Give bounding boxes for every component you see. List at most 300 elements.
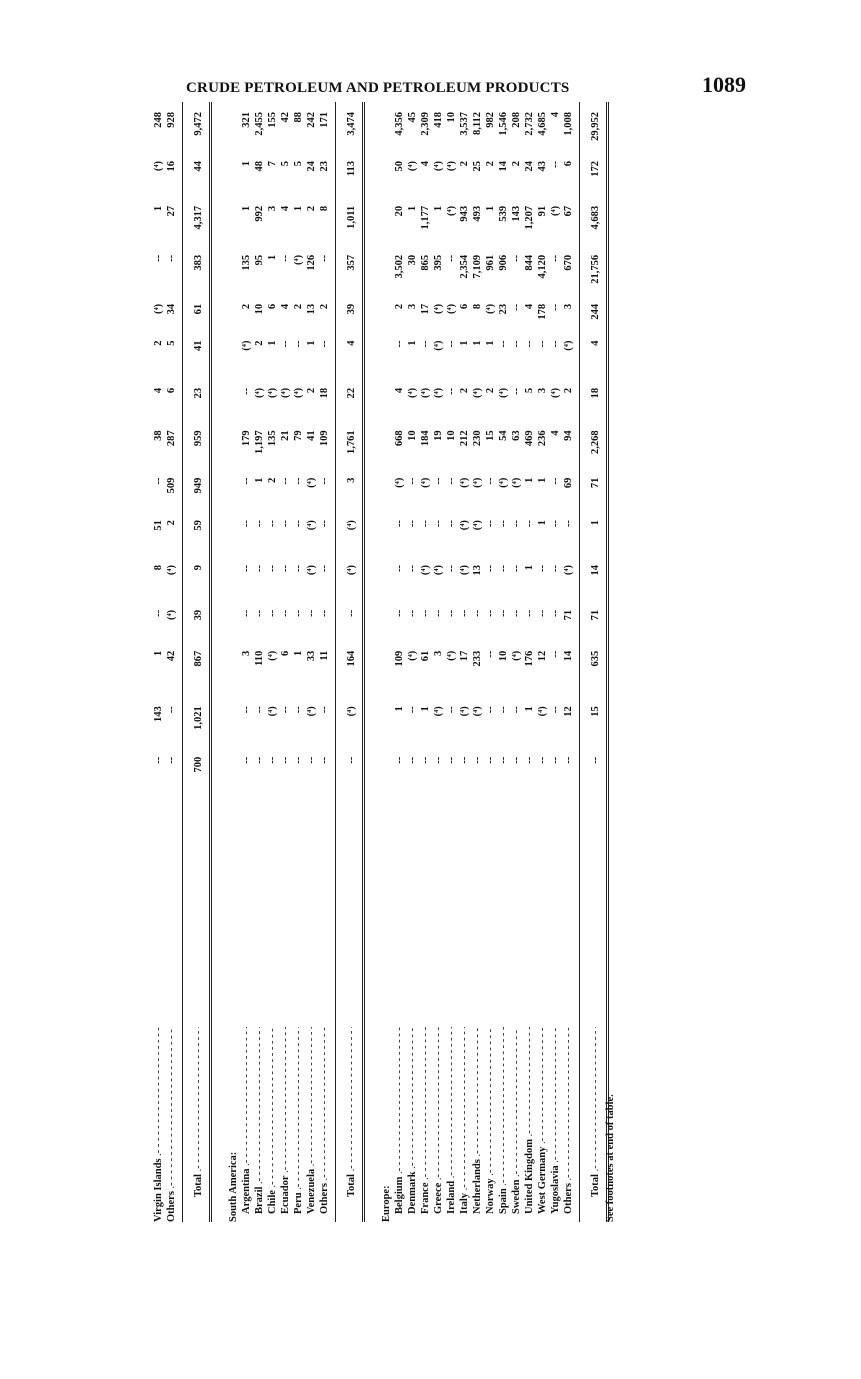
table-row — [240, 102, 253, 1222]
table-cell: -- — [511, 520, 522, 528]
table-cell: -- — [550, 564, 561, 572]
row-label-text: France .- - — [420, 1027, 431, 1214]
page-number: 1089 — [702, 72, 746, 97]
table-cell: -- — [446, 609, 457, 617]
table-cell: 42 — [280, 112, 291, 123]
table-cell: 3 — [407, 303, 418, 310]
table-cell: -- — [293, 706, 304, 714]
table-cell: -- — [472, 756, 483, 764]
table-cell: -- — [306, 756, 317, 764]
table-cell: -- — [511, 609, 522, 617]
table-cell: (⁴) — [550, 205, 561, 217]
table-cell: 668 — [394, 430, 405, 447]
table-rule — [362, 102, 365, 1222]
row-label — [345, 1027, 358, 1197]
row-label-text: Yugoslavia .- - — [550, 1027, 561, 1214]
table-cell: 33 — [306, 650, 317, 662]
table-cell: -- — [420, 520, 431, 528]
table-cell: -- — [524, 756, 535, 764]
table-rule — [182, 102, 183, 1222]
table-row — [562, 102, 575, 1222]
table-cell: 2,268 — [590, 430, 601, 454]
table-cell: 1,008 — [563, 112, 574, 136]
table-cell: -- — [524, 340, 535, 348]
table-cell: 3 — [267, 205, 278, 212]
table-cell: 3 — [433, 650, 444, 656]
table-cell: 2 — [485, 160, 496, 167]
table-cell: 2,309 — [420, 112, 431, 136]
table-cell: -- — [511, 756, 522, 764]
table-cell: 4 — [420, 160, 431, 167]
table-cell: 1,011 — [346, 205, 357, 229]
table-cell: 943 — [459, 205, 470, 222]
table-cell: 2 — [459, 387, 470, 394]
table-cell: 287 — [166, 430, 177, 447]
table-cell: -- — [166, 706, 177, 714]
table-cell: 1 — [153, 650, 164, 656]
table-cell: (⁴) — [293, 387, 304, 399]
table-cell: -- — [293, 564, 304, 572]
table-cell: 1 — [524, 564, 535, 571]
table-cell: -- — [511, 387, 522, 395]
table-row — [419, 102, 432, 1222]
table-cell: -- — [407, 564, 418, 572]
table-cell: (⁴) — [459, 520, 470, 531]
table-cell: -- — [550, 254, 561, 262]
table-cell: 539 — [498, 205, 509, 222]
row-label-text: Others .- - — [319, 1027, 330, 1214]
table-cell: (⁴) — [166, 609, 177, 621]
table-cell: 357 — [346, 254, 357, 271]
table-cell: 135 — [241, 254, 252, 271]
table-cell: -- — [346, 609, 357, 617]
table-cell: -- — [407, 756, 418, 764]
row-label — [536, 1027, 549, 1214]
table-cell: 184 — [420, 430, 431, 447]
table-cell: (⁴) — [511, 477, 522, 488]
table-cell: 22 — [346, 387, 357, 399]
table-cell: 493 — [472, 205, 483, 222]
table-cell: (⁴) — [511, 650, 522, 661]
table-cell: 50 — [394, 160, 405, 172]
table-cell: -- — [550, 756, 561, 764]
table-cell: 2 — [166, 520, 177, 526]
table-cell: (⁴) — [472, 387, 483, 399]
table-cell: 13 — [472, 564, 483, 576]
table-cell: -- — [394, 340, 405, 348]
table-cell: 1 — [267, 340, 278, 346]
table-cell: 155 — [267, 112, 278, 128]
row-label — [445, 1027, 458, 1214]
table-cell: 14 — [590, 564, 601, 576]
row-label — [549, 1027, 562, 1214]
table-cell: -- — [433, 756, 444, 764]
table-cell: (⁴) — [346, 706, 357, 717]
table-cell: -- — [524, 520, 535, 528]
table-cell: (⁴) — [433, 160, 444, 172]
table-cell: 395 — [433, 254, 444, 271]
row-label-text: Belgium .- - — [394, 1027, 405, 1214]
table-cell: (⁴) — [498, 387, 509, 399]
table-cell: -- — [511, 564, 522, 572]
table-cell: 1 — [267, 254, 278, 261]
table-cell: -- — [511, 254, 522, 262]
table-cell: -- — [459, 756, 470, 764]
table-cell: 88 — [293, 112, 304, 123]
table-cell: 21 — [280, 430, 291, 441]
table-cell: 1 — [433, 205, 444, 212]
table-cell: 34 — [166, 303, 177, 315]
row-label — [484, 1027, 497, 1214]
table-cell: 1 — [293, 205, 304, 212]
table-cell: 4 — [524, 303, 535, 310]
table-cell: (⁴) — [472, 706, 483, 717]
table-row — [279, 102, 292, 1222]
table-cell: -- — [433, 477, 444, 485]
table-cell: -- — [166, 756, 177, 764]
row-label-text: Ireland .- - — [446, 1027, 457, 1214]
row-label-text: Others .- - — [563, 1027, 574, 1214]
table-cell: 1 — [537, 477, 548, 483]
table-cell: 41 — [193, 340, 204, 352]
table-cell: 14 — [498, 160, 509, 172]
table-cell: -- — [293, 477, 304, 485]
table-cell: -- — [241, 520, 252, 528]
table-cell: -- — [280, 340, 291, 348]
table-cell: 1 — [394, 706, 405, 712]
table-cell: (⁴) — [433, 387, 444, 399]
table-cell: -- — [394, 609, 405, 617]
table-cell: 2 — [459, 160, 470, 167]
row-label — [279, 1027, 292, 1214]
table-cell: (⁴) — [394, 477, 405, 488]
table-cell: 321 — [241, 112, 252, 128]
row-label-text: Norway .- - — [485, 1027, 496, 1214]
table-rule — [579, 102, 580, 1222]
table-cell: 23 — [498, 303, 509, 315]
table-cell: -- — [280, 254, 291, 262]
table-cell: 5 — [280, 160, 291, 167]
table-cell: 2 — [267, 477, 278, 483]
table-cell: 8 — [319, 205, 330, 212]
table-row — [536, 102, 549, 1222]
table-row — [458, 102, 471, 1222]
row-label — [305, 1027, 318, 1214]
table-cell: -- — [280, 520, 291, 528]
footnote: See footnotes at end of table. — [605, 1094, 616, 1222]
table-cell: -- — [254, 756, 265, 764]
table-cell: 236 — [537, 430, 548, 447]
table-cell: (⁴) — [472, 520, 483, 531]
table-cell: 7 — [267, 160, 278, 167]
table-cell: -- — [267, 520, 278, 528]
table-row — [292, 102, 305, 1222]
table-row — [510, 102, 523, 1222]
table-cell: (⁴) — [459, 706, 470, 717]
table-cell: 928 — [166, 112, 177, 128]
table-cell: 961 — [485, 254, 496, 271]
table-cell: 1 — [524, 477, 535, 483]
table-cell: -- — [293, 756, 304, 764]
table-cell: -- — [407, 477, 418, 485]
table-cell: 418 — [433, 112, 444, 128]
table-cell: (⁴) — [241, 340, 252, 351]
table-cell: -- — [511, 303, 522, 311]
table-row — [484, 102, 497, 1222]
table-cell: -- — [485, 756, 496, 764]
table-cell: 20 — [394, 205, 405, 217]
table-cell: -- — [498, 520, 509, 528]
table-cell: 1 — [485, 205, 496, 212]
table-cell: 906 — [498, 254, 509, 271]
row-label-text: Total .- - — [590, 1027, 601, 1197]
table-cell: 14 — [563, 650, 574, 662]
table-cell: -- — [241, 387, 252, 395]
row-label — [497, 1027, 510, 1214]
table-row — [318, 102, 331, 1222]
table-cell: 29,952 — [590, 112, 601, 141]
total-row — [345, 102, 358, 1222]
table-cell: 1 — [306, 340, 317, 346]
table-cell: 79 — [293, 430, 304, 441]
table-rule — [335, 102, 336, 1222]
table-cell: -- — [319, 564, 330, 572]
table-cell: 3 — [346, 477, 357, 483]
row-label — [152, 1027, 165, 1222]
table-cell: -- — [254, 609, 265, 617]
table-cell: 11 — [319, 650, 330, 661]
table-cell: (⁴) — [346, 564, 357, 576]
table-cell: (⁴) — [550, 387, 561, 399]
row-label — [192, 1027, 205, 1197]
table-cell: 5 — [293, 160, 304, 167]
table-cell: 24 — [306, 160, 317, 172]
table-cell: 8 — [472, 303, 483, 310]
table-row — [432, 102, 445, 1222]
table-cell: 1,177 — [420, 205, 431, 230]
table-cell: (⁴) — [166, 564, 177, 576]
table-cell: 113 — [346, 160, 357, 177]
table-cell: 39 — [193, 609, 204, 621]
table-cell: 23 — [193, 387, 204, 399]
table-cell: 71 — [590, 609, 601, 621]
table-cell: -- — [280, 756, 291, 764]
table-cell: -- — [241, 756, 252, 764]
row-label-text: Denmark .- - — [407, 1027, 418, 1214]
table-cell: -- — [153, 609, 164, 617]
row-label-text: Virgin Islands .- - — [153, 1027, 164, 1222]
table-cell: 844 — [524, 254, 535, 271]
running-title: CRUDE PETROLEUM AND PETROLEUM PRODUCTS — [186, 80, 570, 96]
table-cell: 2,732 — [524, 112, 535, 136]
table-cell: 7,109 — [472, 254, 483, 279]
table-cell: -- — [485, 706, 496, 714]
row-label-text: Brazil .- - — [254, 1027, 265, 1214]
table-cell: 670 — [563, 254, 574, 271]
table-cell: 110 — [254, 650, 265, 666]
rotated-data-table — [150, 102, 614, 1222]
table-cell: (⁴) — [267, 650, 278, 661]
table-cell: (⁴) — [153, 303, 164, 314]
table-cell: (⁴) — [293, 254, 304, 265]
table-cell: 2 — [394, 303, 405, 310]
table-cell: -- — [550, 706, 561, 714]
table-cell: -- — [498, 609, 509, 617]
table-cell: 10 — [446, 430, 457, 441]
table-cell: 1 — [459, 340, 470, 346]
table-cell: -- — [485, 650, 496, 658]
table-cell: 2,455 — [254, 112, 265, 136]
table-cell: 109 — [319, 430, 330, 447]
table-cell: -- — [241, 706, 252, 714]
table-cell: 25 — [472, 160, 483, 172]
table-cell: -- — [267, 564, 278, 572]
table-cell: 61 — [420, 650, 431, 662]
table-cell: 2 — [293, 303, 304, 310]
table-cell: -- — [241, 564, 252, 572]
table-cell: 992 — [254, 205, 265, 222]
table-cell: 178 — [537, 303, 548, 320]
table-cell: 16 — [166, 160, 177, 172]
table-cell: (⁴) — [306, 520, 317, 531]
table-cell: 8,112 — [472, 112, 483, 136]
table-cell: 244 — [590, 303, 601, 320]
table-cell: -- — [446, 477, 457, 485]
table-cell: 6 — [166, 387, 177, 394]
table-cell: -- — [550, 650, 561, 658]
table-cell: 2 — [511, 160, 522, 167]
table-cell: (⁴) — [537, 706, 548, 717]
row-label — [589, 1027, 602, 1197]
table-cell: 48 — [254, 160, 265, 172]
table-cell: -- — [394, 564, 405, 572]
row-label-text: Netherlands .- - — [472, 1027, 483, 1214]
table-cell: (⁴) — [446, 205, 457, 217]
table-cell: 4 — [550, 430, 561, 436]
table-cell: 4 — [280, 205, 291, 212]
table-cell: 91 — [537, 205, 548, 217]
table-cell: -- — [319, 340, 330, 348]
table-cell: 635 — [590, 650, 601, 667]
table-cell: -- — [394, 520, 405, 528]
table-cell: 3,502 — [394, 254, 405, 279]
table-cell: -- — [446, 340, 457, 348]
row-label — [318, 1027, 331, 1214]
table-cell: 69 — [563, 477, 574, 489]
table-cell: (⁴) — [563, 564, 574, 576]
table-cell: -- — [254, 520, 265, 528]
table-cell: -- — [319, 706, 330, 714]
table-cell: (⁴) — [407, 160, 418, 172]
table-cell: 10 — [498, 650, 509, 662]
table-cell: 4,356 — [394, 112, 405, 136]
table-cell: -- — [550, 520, 561, 528]
table-cell: -- — [485, 609, 496, 617]
table-cell: 4,685 — [537, 112, 548, 136]
row-label — [165, 1027, 178, 1222]
table-cell: 3 — [537, 387, 548, 394]
table-cell: 4 — [394, 387, 405, 394]
table-cell: 2 — [485, 387, 496, 394]
row-label-text: Venezuela .- - — [306, 1027, 317, 1214]
table-cell: -- — [319, 609, 330, 617]
table-cell: 17 — [459, 650, 470, 662]
row-label-text: Argentina .- - — [241, 1027, 252, 1214]
table-cell: 27 — [166, 205, 177, 217]
table-cell: -- — [550, 477, 561, 485]
table-row — [523, 102, 536, 1222]
table-cell: 54 — [498, 430, 509, 441]
table-cell: 1 — [590, 520, 601, 526]
row-label — [292, 1027, 305, 1214]
table-cell: 6 — [280, 650, 291, 656]
table-cell: 15 — [485, 430, 496, 441]
table-cell: -- — [280, 706, 291, 714]
table-cell: -- — [563, 520, 574, 528]
row-label-text: United Kingdom .- - — [524, 1027, 535, 1214]
table-cell: -- — [254, 706, 265, 714]
table-cell: -- — [485, 477, 496, 485]
table-cell: -- — [498, 564, 509, 572]
table-cell: 867 — [193, 650, 204, 667]
table-cell: -- — [293, 520, 304, 528]
table-cell: -- — [550, 609, 561, 617]
table-cell: 171 — [319, 112, 330, 128]
table-cell: -- — [254, 564, 265, 572]
table-cell: 143 — [511, 205, 522, 222]
table-cell: -- — [280, 477, 291, 485]
table-cell: 959 — [193, 430, 204, 447]
row-label — [471, 1027, 484, 1214]
table-cell: -- — [472, 609, 483, 617]
table-cell: 1 — [293, 650, 304, 656]
table-cell: (⁴) — [433, 303, 444, 314]
table-cell: 1,207 — [524, 205, 535, 230]
table-cell: 109 — [394, 650, 405, 667]
table-cell: (⁴) — [267, 706, 278, 717]
table-cell: -- — [459, 609, 470, 617]
table-cell: 700 — [193, 756, 204, 773]
row-label — [253, 1027, 266, 1214]
row-label-text: Spain .- - — [498, 1027, 509, 1214]
table-cell: -- — [485, 520, 496, 528]
table-cell: -- — [267, 609, 278, 617]
table-cell: (⁴) — [433, 564, 444, 576]
table-cell: (⁴) — [346, 520, 357, 531]
table-cell: 12 — [537, 650, 548, 662]
table-cell: 2 — [319, 303, 330, 310]
table-cell: 172 — [590, 160, 601, 177]
table-cell: 1 — [241, 160, 252, 167]
row-label-text: Total .- - — [193, 1027, 204, 1197]
table-cell: -- — [280, 564, 291, 572]
table-cell: 71 — [590, 477, 601, 489]
table-cell: 469 — [524, 430, 535, 447]
table-cell: 2 — [306, 387, 317, 394]
table-cell: -- — [446, 564, 457, 572]
table-cell: 212 — [459, 430, 470, 447]
table-cell: 1 — [485, 340, 496, 346]
table-cell: 4,120 — [537, 254, 548, 279]
table-cell: (⁴) — [280, 387, 291, 399]
table-row — [253, 102, 266, 1222]
table-cell: -- — [241, 609, 252, 617]
total-row — [192, 102, 205, 1222]
table-cell: (⁴) — [446, 160, 457, 172]
table-cell: 13 — [306, 303, 317, 315]
table-cell: -- — [511, 706, 522, 714]
table-cell: 176 — [524, 650, 535, 667]
